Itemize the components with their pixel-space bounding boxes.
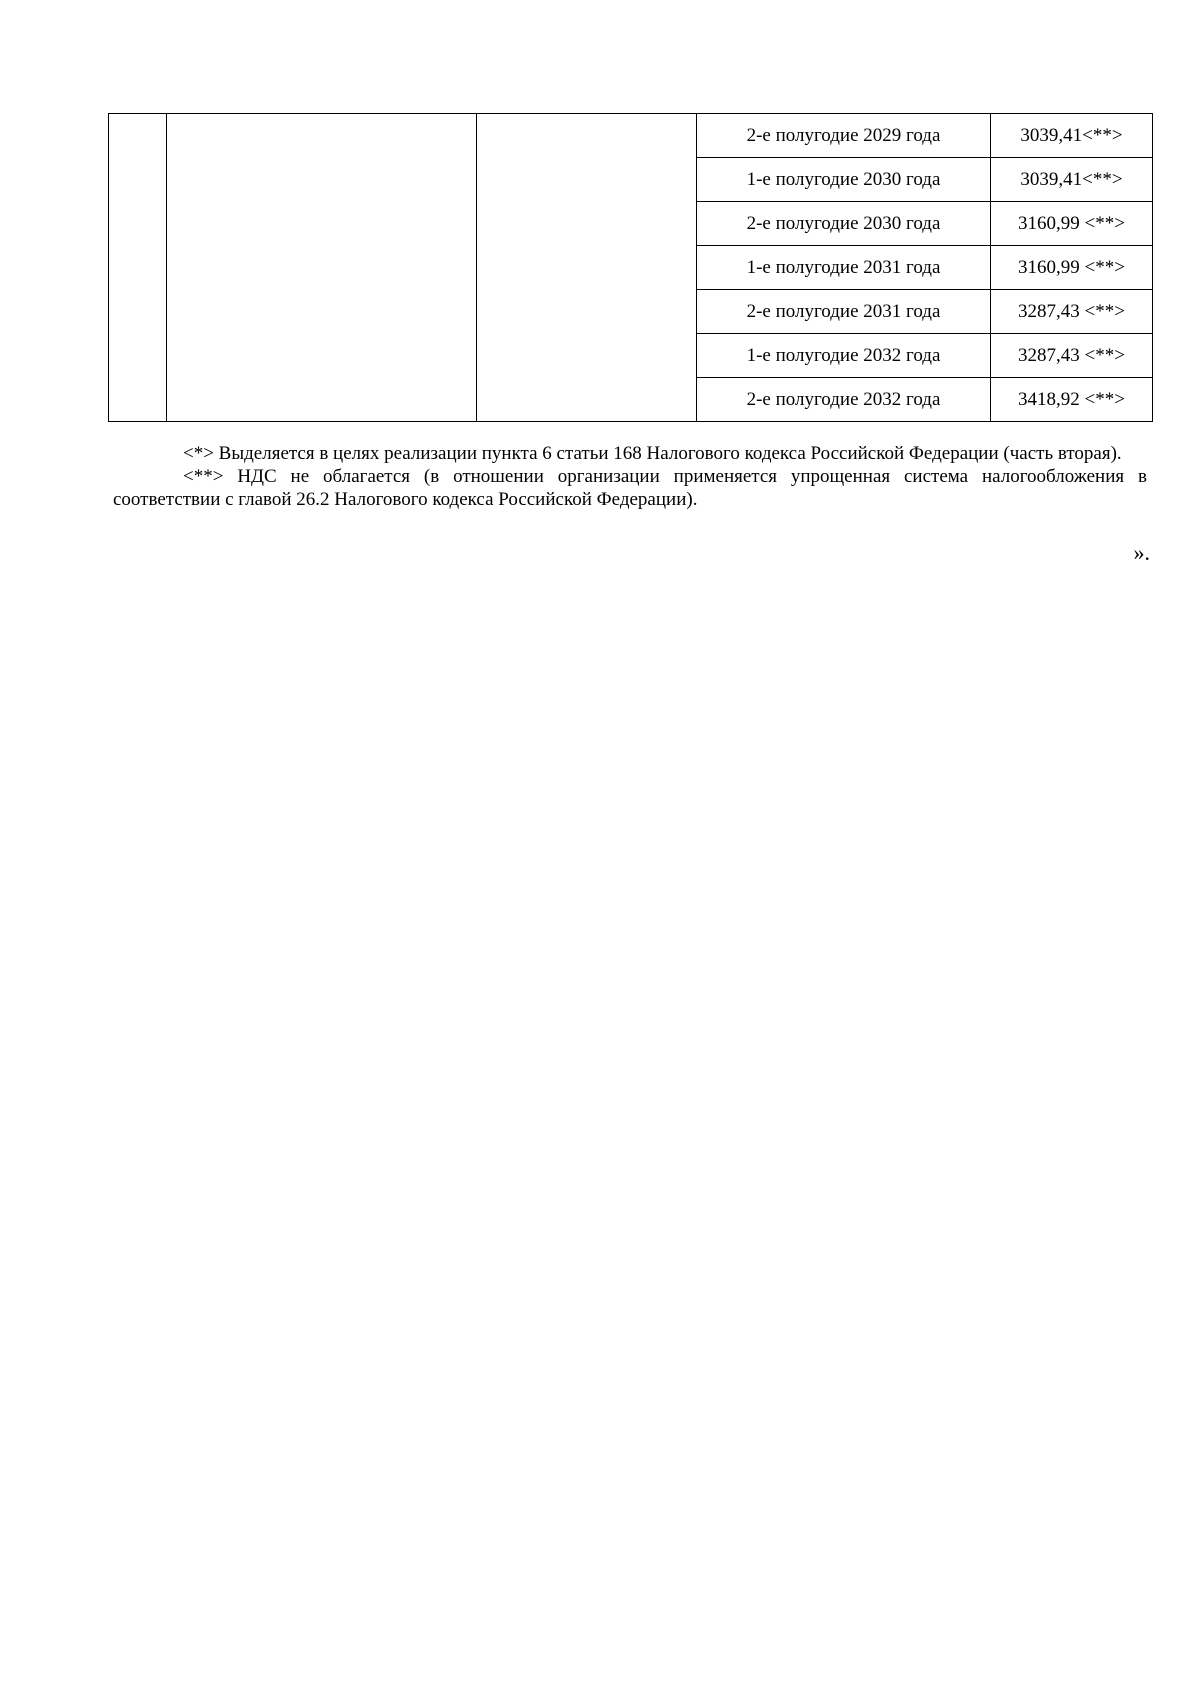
closing-quote-mark: ». xyxy=(1133,540,1150,565)
tariff-value-cell: 3039,41<**> xyxy=(991,158,1153,202)
footnotes xyxy=(113,442,1147,511)
tariff-table xyxy=(108,113,1153,422)
period-cell: 2-е полугодие 2031 года xyxy=(697,290,991,334)
tariff-value-cell: 3287,43 <**> xyxy=(991,334,1153,378)
index-cell xyxy=(109,114,167,422)
period-cell: 2-е полугодие 2029 года xyxy=(697,114,991,158)
period-cell: 2-е полугодие 2030 года xyxy=(697,202,991,246)
footnote-vat-allocation: <*> Выделяется в целях реализации пункта 6 статьи 168 Налогового кодекса Российской Федерации (часть вторая). xyxy=(183,443,1122,464)
table-row xyxy=(109,114,1153,158)
tariff-value-cell: 3418,92 <**> xyxy=(991,378,1153,422)
period-cell: 1-е полугодие 2030 года xyxy=(697,158,991,202)
tariff-value-cell: 3160,99 <**> xyxy=(991,246,1153,290)
period-cell: 2-е полугодие 2032 года xyxy=(697,378,991,422)
tariff-value-cell: 3160,99 <**> xyxy=(991,202,1153,246)
tariff-value-cell: 3287,43 <**> xyxy=(991,290,1153,334)
period-cell: 1-е полугодие 2031 года xyxy=(697,246,991,290)
tariff-value-cell: 3039,41<**> xyxy=(991,114,1153,158)
footnote-vat-exempt: <**> НДС не облагается (в отношении организации применяется упрощенная система налогообложения в соответствии с главой 26.2 Налогового кодекса Российской Федерации). xyxy=(113,466,1147,510)
period-cell: 1-е полугодие 2032 года xyxy=(697,334,991,378)
consumer-group-cell xyxy=(477,114,697,422)
organization-cell xyxy=(167,114,477,422)
